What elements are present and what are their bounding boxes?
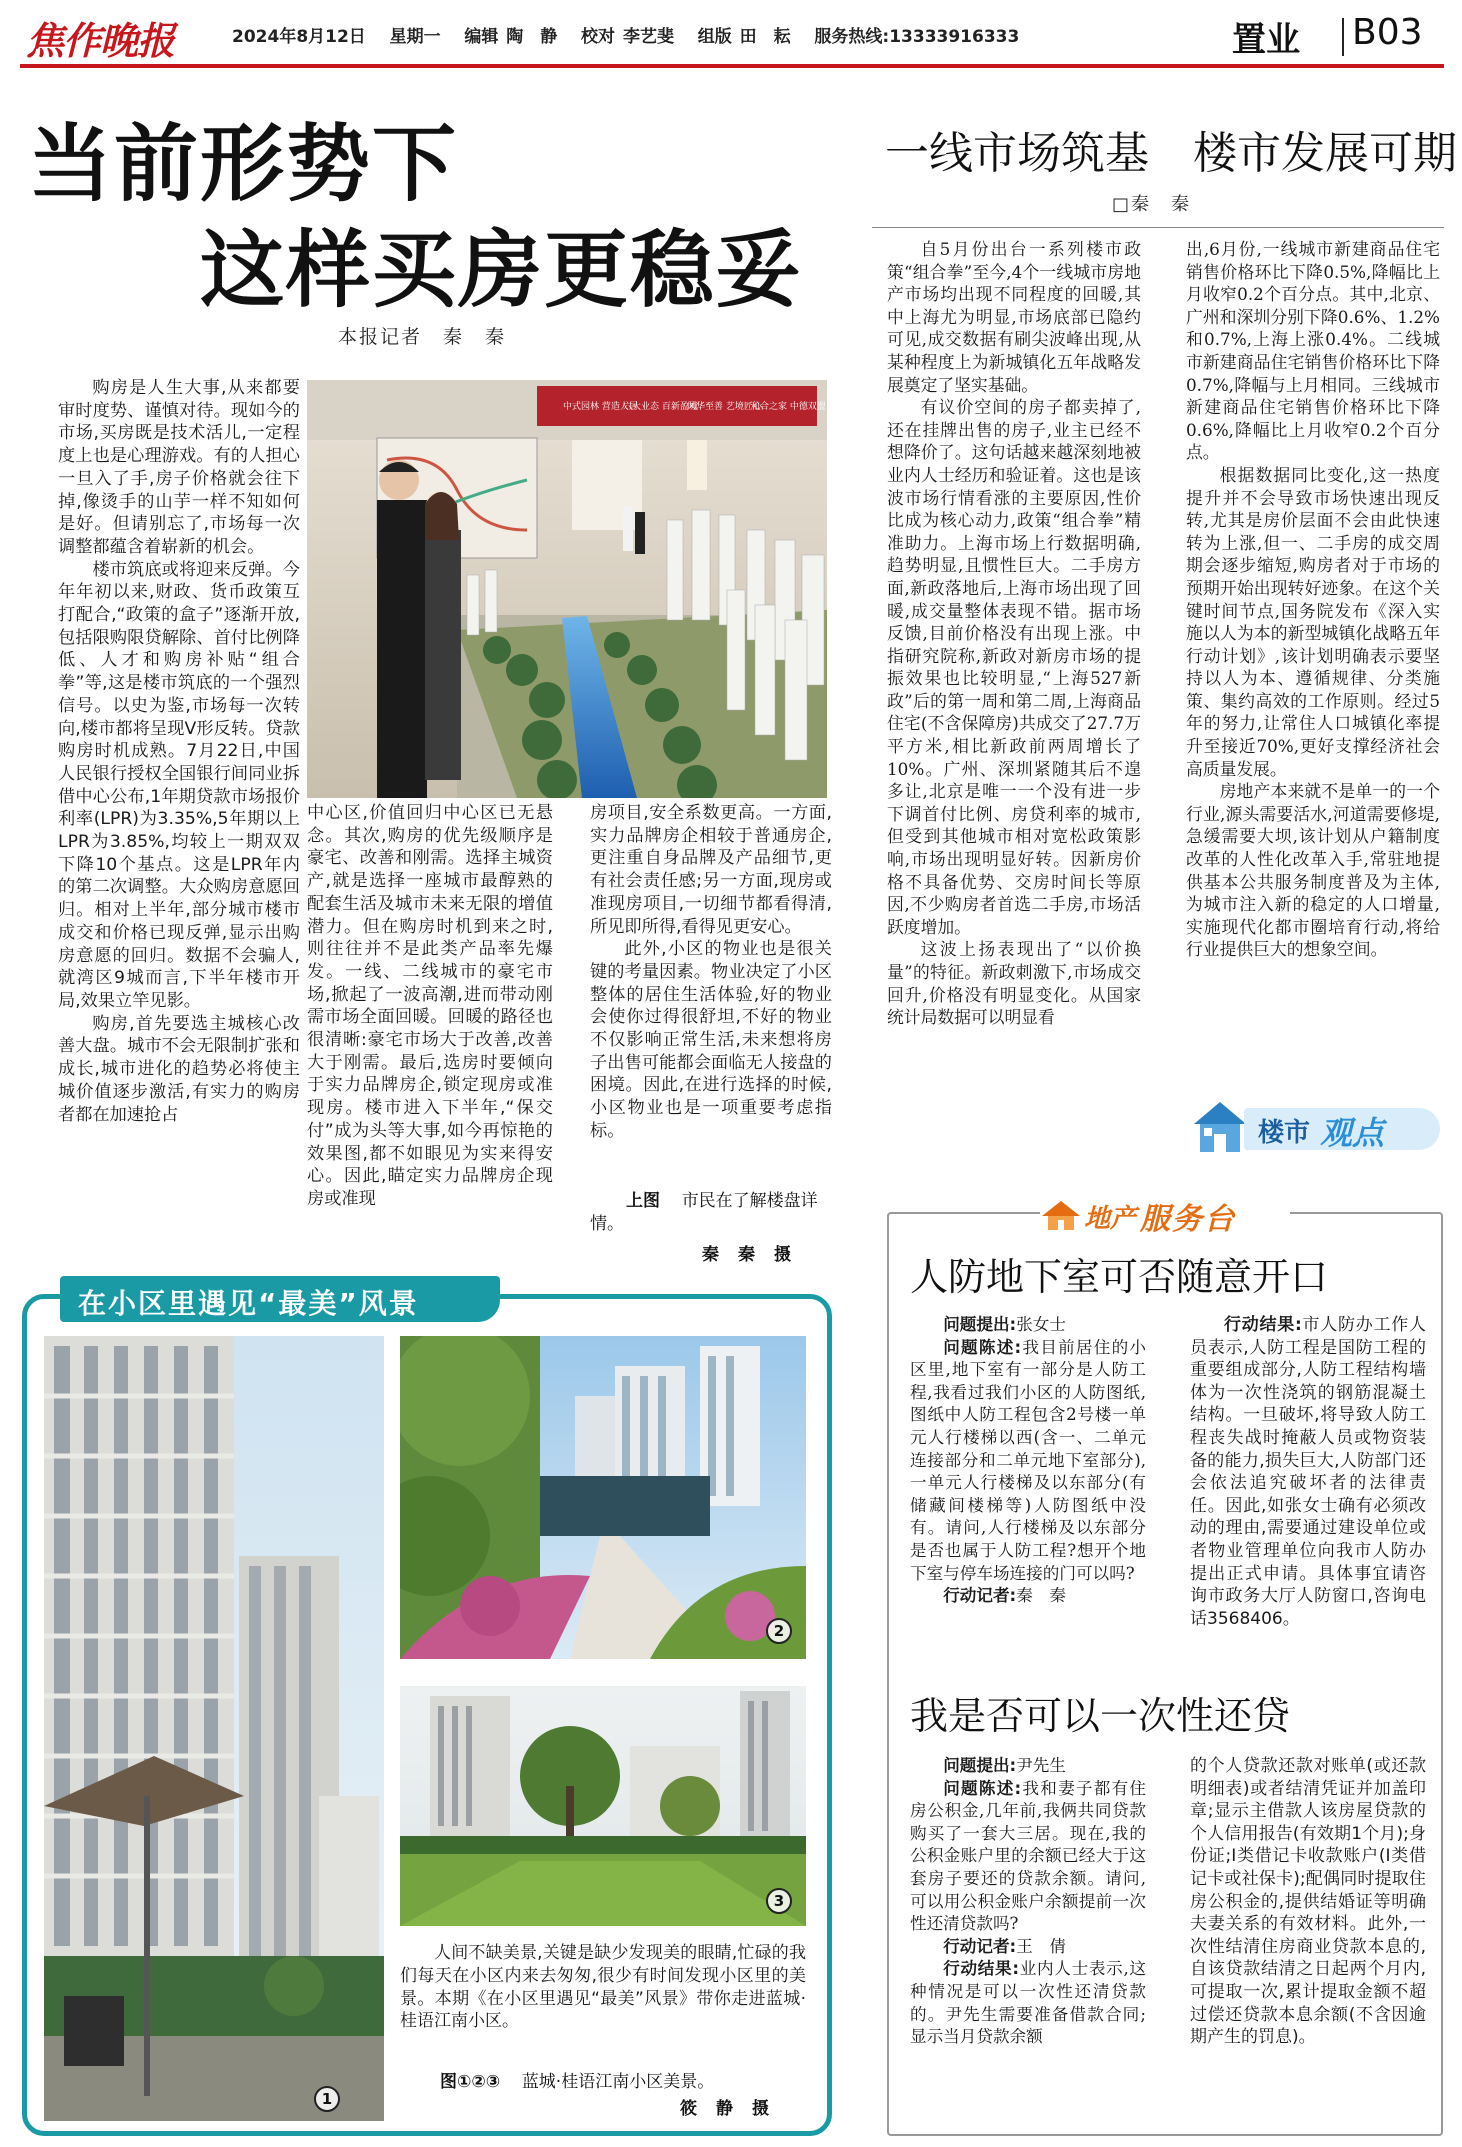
article1-col2-p1: 中心区,价值回归中心区已无悬念。其次,购房的优先级顺序是豪宅、改善和刚需。选择主城资产,就是选择一座城市最醇熟的配套生活及城市未来无限的增值潜力。但在购房时机到来之时,则往往并不是此类产品率先爆发。一线、二线城市的豪宅市场,掀起了一波高潮,进而带动刚需市场全面回暖。回暖的路径也很清晰:豪宅市场大于改善,改善大于刚需。最后,选房时要倾向于实力品牌房企,锁定现房或准现房。楼市进入下半年,“保交付”成为头等大事,如今再惊艳的效果图,都不如眼见为实来得安心。因此,瞄定实力品牌房企现房或准现 [307,803,553,1209]
market-view-title: 楼市 [1258,1118,1311,1148]
article1-col1 [58,377,300,1262]
q2-asker-para [910,1755,1146,1778]
masthead-logo: 焦作晚报 [26,18,175,63]
q1-desc-para [910,1337,1146,1586]
service-desk-title-b: 服务台 [1140,1202,1236,1237]
gallery-caption [440,2067,714,2092]
article2-col1-p2: 有议价空间的房子都卖掉了,还在挂牌出售的房子,业主已经不想降价了。这句话越来越深刻地被业内人士经历和验证着。这也是该波市场行情看涨的主要原因,性价比成为核心动力,政策“组合拳”精准助力。上海市场上行数据明确,趋势明显,且惯性巨大。二手房方面,新政落地后,上海市场出现了回暖,成交量整体表现不错。据市场反馈,目前价格没有出现上涨。中指研究院称,新政对新房市场的提振效果也比较明显,“上海527新政”后的第一周和第二周,上海商品住宅(不含保障房)共成交了27.7万平方米,相比新政前两周增长了10%。广州、深圳紧随其后不遑多让,北京是唯一一个没有进一步下调首付比例、房贷利率的城市,但受到其他城市相对宽松政策影响,市场出现明显好转。因新房价格不具备优势、交房时间长等原因,不少购房者首选二手房,市场活跃度增加。 [887,397,1141,937]
article2-col1-p1: 自5月份出台一系列楼市政策“组合拳”至今,4个一线城市房地产市场均出现不同程度的回暖,其中上海尤为明显,市场底部已隐约可见,成交数据有刷尖波峰出现,从某种程度上为新城镇化五年战略发展奠定了坚实基础。 [887,239,1141,395]
market-view-sub: 观点 [1320,1114,1385,1152]
sign-text-4: 和合之家 中德双盟 [751,402,826,412]
article1-byline: 本报记者 秦 秦 [338,326,507,348]
showroom-photographer: 秦 秦 摄 [702,1245,792,1265]
q2-title: 我是否可以一次性还贷 [910,1694,1291,1738]
article2-col2-p1: 出,6月份,一线城市新建商品住宅销售价格环比下降0.5%,降幅比上月收窄0.2个百分点。其中,北京、广州和深圳分别下降0.6%、1.2%和0.7%,上海上涨0.4%。二线城市新建商品住宅销售价格环比下降0.7%,降幅与上月相同。三线城市新建商品住宅销售价格环比下降0.6%,降幅比上月收窄0.2个百分点。 [1186,239,1440,463]
q1-reporter-label: 行动记者: [943,1586,1017,1606]
showroom-caption-text: 市民在了解楼盘详情。 [590,1191,818,1234]
q2-result-part1: 业内人士表示,这种情况是可以一次性还清贷款的。尹先生需要准备借款合同;显示当月贷款余额 [910,1959,1146,2047]
page-number: B03 [1352,12,1423,53]
gallery-text-para: 人间不缺美景,关键是缺少发现美的眼睛,忙碌的我们每天在小区内来去匆匆,很少有时间发现小区里的美景。本期《在小区里遇见“最美”风景》带你走进蓝城·桂语江南小区。 [400,1943,806,2032]
q1-reporter-para [910,1585,1146,1608]
issue-date: 2024年8月12日 [232,27,366,47]
layout-credit: 组版 田 耘 [697,27,791,47]
q1-result: 市人防办工作人员表示,人防工程是国防工程的重要组成部分,人防工程结构墙体为一次性浇筑的钢筋混凝土结构。一旦破坏,将导致人防工程丧失战时掩蔽人员或物资装备的能力,损失巨大,人防部门还会依法追究破坏者的法律责任。因此,如张女士确有必须改动的理由,需要通过建设单位或者物业管理单位向我市人防办提出正式申请。具体事宜请咨询市政务大厅人防窗口,咨询电话3568406。 [1190,1315,1426,1629]
article1-col1-p2: 楼市筑底或将迎来反弹。今年年初以来,财政、货币政策互打配合,“政策的盒子”逐渐开放,包括限购限贷解除、首付比例降低、人才和购房补贴“组合拳”等,这是楼市筑底的一个强烈信号。以史为鉴,市场每一次转向,楼市都将呈现V形反转。贷款购房时机成熟。7月22日,中国人民银行授权全国银行间同业拆借中心公布,1年期贷款市场报价利率(LPR)为3.35%,5年期以上LPR为3.85%,均较上一期双双下降10个基点。这是LPR年内的第二次调整。大众购房意愿回归。相对上半年,部分城市楼市成交和价格已现反弹,显示出购房意愿的回归。数据不会骗人,就湾区9城而言,下半年楼市开局,效果立竿见影。 [58,559,300,1011]
q2-reporter-label: 行动记者: [943,1936,1017,1956]
q2-desc-label: 问题陈述: [943,1778,1022,1798]
q1-asker-label: 问题提出: [943,1315,1017,1334]
masthead-rule [20,64,1444,68]
service-desk-header [1040,1194,1290,1236]
section-name: 置业 [1232,20,1300,60]
photo1-illustration [44,1336,384,2121]
gallery-photo-1 [44,1336,384,2121]
article2-title: 一线市场筑基 楼市发展可期 [885,128,1457,179]
gallery-text [400,1942,806,2062]
showroom-photo [307,380,827,798]
hotline: 服务热线:13333916333 [814,27,1020,47]
photo-number-3: 3 [766,1888,792,1914]
showroom-caption [590,1190,832,1236]
article2-byline: □秦 秦 [1112,194,1192,215]
market-view-badge [1190,1098,1442,1156]
q1-left [910,1314,1146,1674]
issue-weekday: 星期一 [389,27,441,47]
article2-col1-p3: 这波上扬表现出了“以价换量”的特征。新政刺激下,市场成交回升,价格没有明显变化。从国家统计局数据可以明显看 [887,939,1141,1028]
sign-text-2: 六大业态 百新盈城 [623,402,698,412]
photo2-illustration [400,1336,806,1659]
q1-right [1190,1314,1426,1684]
article1-col3 [590,802,832,1197]
q1-asker: 张女士 [1016,1315,1066,1334]
gallery-caption-text: 蓝城·桂语江南小区美景。 [521,2072,715,2092]
headline-line2: 这样买房更稳妥 [200,221,803,319]
showroom-caption-label: 上图 [626,1191,660,1211]
section-divider [1342,18,1344,56]
photo3-illustration [400,1686,806,1926]
article1-col3-p2: 此外,小区的物业也是很关键的考量因素。物业决定了小区整体的居住生活体验,好的物业会使你过得很舒坦,不好的物业不仅影响正常生活,未来想将房子出售可能都会面临无人接盘的困境。因此,在进行选择的时候,小区物业也是一项重要考虑指标。 [590,939,832,1141]
q1-result-label: 行动结果: [1224,1315,1302,1335]
q1-result-para [1190,1314,1426,1630]
q1-title: 人防地下室可否随意开口 [910,1255,1329,1299]
article1-col2 [307,802,553,1262]
article1-col1-p3: 购房,首先要选主城核心改善大盘。城市不会无限制扩张和成长,城市进化的趋势必将使主城价值逐步激活,有实力的购房者都在加速抢占 [58,1013,300,1125]
service-desk-title-a: 地产 [1084,1204,1137,1234]
article2-col2-p2: 根据数据同比变化,这一热度提升并不会导致市场快速出现反转,尤其是房价层面不会由此快速转为上涨,但一、二手房的成交周期会逐步缩短,购房者对于市场的预期开始出现转好迹象。在这个关键时间节点,国务院发布《深入实施以人为本的新型城镇化战略五年行动计划》,该计划明确表示要坚持以人为本、遵循规律、分类施策、集约高效的工作原则。经过5年的努力,让常住人口城镇化率提升至接近70%,更好支撑经济社会高质量发展。 [1186,464,1440,779]
sign-text-1: 中式园林 营造人居 [563,402,638,412]
q2-result-part2: 的个人贷款还款对账单(或还款明细表)或者结清凭证并加盖印章;显示主借款人该房屋贷款的个人信用报告(有效期1个月);身份证;I类借记卡收款账户(I类借记卡或社保卡);配偶同时提取住房公积金的,提供结婚证等明确夫妻关系的有效材料。此外,一次性结清住房商业贷款本息的,自该贷款结清之日起两个月内,可提取一次,累计提取金额不超过偿还贷款本息余额(不含因逾期产生的罚息)。 [1190,1756,1426,2048]
q1-reporter: 秦 秦 [1016,1586,1066,1606]
house-icon [1040,1198,1082,1232]
q2-right [1190,1755,1426,2130]
q2-desc: 我和妻子都有住房公积金,几年前,我俩共同贷款购买了一套大三居。现在,我的公积金账户里的余额已经大于这套房子要还的贷款余额。请问,可以用公积金账户余额提前一次性还清贷款吗? [910,1778,1146,1934]
headline-line1: 当前形势下 [28,115,459,213]
photo-number-2: 2 [766,1618,792,1644]
article2-col1 [887,238,1141,1168]
editor-credit: 编辑 陶 静 [464,27,558,47]
article2-col2 [1186,238,1440,1078]
article2-col2-p3: 房地产本来就不是单一的一个行业,源头需要活水,河道需要修堤,急缓需要大坝,该计划从户籍制度改革的人性化改革入手,常驻地提供基本公共服务制度普及为主体,为城市注入新的稳定的人口增量,实施现代化都市圈培育行动,将给行业提供巨大的想象空间。 [1186,781,1440,960]
q1-asker-para [910,1314,1146,1337]
sign-text-3: 风华至善 艺境匠心 [687,402,762,412]
gallery-photo-2 [400,1336,806,1659]
gallery-title: 在小区里遇见“最美”风景 [78,1287,419,1320]
q1-desc: 我目前居住的小区里,地下室有一部分是人防工程,我看过我们小区的人防图纸,图纸中人防工程包含2号楼一单元人行楼梯以西(含一、二单元连接部分和二单元地下室部分),一单元人行楼梯及以东部分(有储藏间楼梯等)人防图纸中没有。请问,人行楼梯及以东部分是否也属于人防工程?想开个地下室与停车场连接的门可以吗? [910,1337,1146,1583]
q1-desc-label: 问题陈述: [943,1337,1022,1357]
photo-number-1: 1 [314,2086,340,2112]
masthead-info [232,22,1019,47]
article2-rule [872,227,1444,228]
q2-reporter-para [910,1936,1146,1959]
article1-col1-p1: 购房是人生大事,从来都要审时度势、谨慎对待。现如今的市场,买房既是技术活儿,一定程度上也是心理游戏。有的人担心一旦入了手,房子价格就会往下掉,像烫手的山芋一样不知如何是好。但请别忘了,市场每一次调整都蕴含着崭新的机会。 [58,378,300,557]
q2-desc-para [910,1778,1146,1936]
house-icon [1190,1098,1250,1156]
q2-asker-label: 问题提出: [943,1756,1017,1775]
gallery-caption-label: 图①②③ [440,2072,501,2092]
q2-result-para [910,1958,1146,2048]
gallery-photographer: 筱 静 摄 [680,2099,770,2119]
q2-left [910,1755,1146,2130]
article1-col3-p1: 房项目,安全系数更高。一方面,实力品牌房企相较于普通房企,更注重自身品牌及产品细节,更有社会责任感;另一方面,现房或准现房项目,一切细节都看得清,所见即所得,看得见更安心。 [590,803,832,937]
proof-credit: 校对 李艺斐 [581,27,674,47]
showroom-illustration [307,380,827,798]
gallery-photo-3 [400,1686,806,1926]
q2-result-label: 行动结果: [943,1959,1019,1979]
masthead [0,0,1462,68]
q2-asker: 尹先生 [1016,1756,1066,1775]
q2-reporter: 王 倩 [1016,1936,1066,1956]
